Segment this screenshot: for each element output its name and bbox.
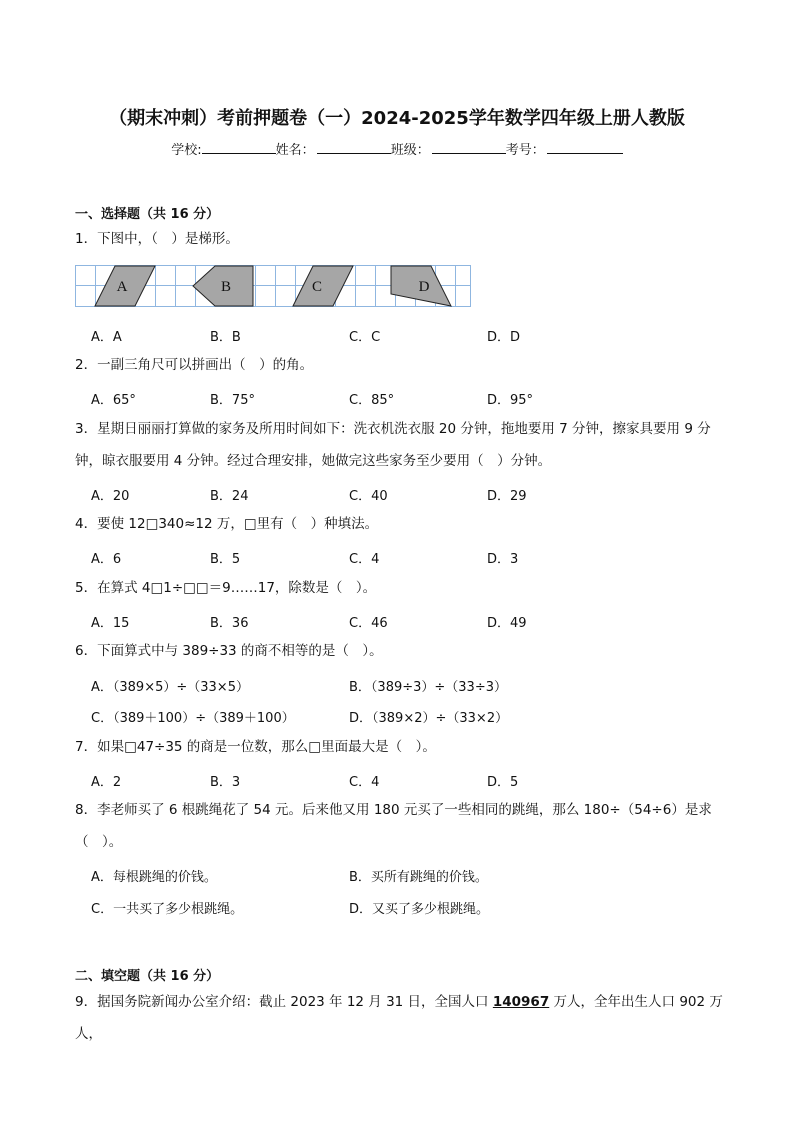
section-fill-heading: 二、填空题（共 16 分）	[75, 969, 220, 984]
question-text: 下面算式中与 389÷33 的商不相等的是（ ）。	[97, 643, 383, 659]
option-a[interactable]: A．（389×5）÷（33×5）	[91, 680, 249, 695]
question-text-line1: 星期日丽丽打算做的家务及所用时间如下：洗衣机洗衣服 20 分钟，拖地要用 7 分钟，擦家具要用 9 分	[97, 421, 711, 437]
page-title: （期末冲刺）考前押题卷（一）2024-2025学年数学四年级上册人教版	[109, 108, 685, 129]
question-text-post: 万人，全年出生人口 902 万人，	[75, 994, 723, 1042]
option-c[interactable]: C．（389＋100）÷（389＋100）	[91, 711, 295, 726]
option-b[interactable]: B．B	[210, 330, 241, 345]
question-number: 9．	[75, 994, 98, 1010]
option-d[interactable]: D．29	[487, 489, 527, 504]
question-text: 下图中，（ ）是梯形。	[97, 231, 239, 247]
question-text: 如果□47÷35 的商是一位数，那么□里面最大是（ ）。	[97, 739, 436, 755]
option-d[interactable]: D．5	[487, 775, 519, 790]
question-6	[75, 635, 725, 667]
question-text-line1: 李老师买了 6 根跳绳花了 54 元。后来他又用 180 元买了一些相同的跳绳，那么 180÷（54÷6）是求	[97, 802, 712, 818]
option-a[interactable]: A．15	[91, 616, 130, 631]
option-c[interactable]: C．85°	[349, 393, 395, 408]
option-a[interactable]: A．A	[91, 330, 122, 345]
option-d[interactable]: D．又买了多少根跳绳。	[349, 902, 490, 917]
option-b[interactable]: B．5	[210, 552, 241, 567]
label-d: D	[418, 279, 430, 295]
question-number: 8．	[75, 802, 98, 818]
class-field[interactable]	[432, 141, 506, 154]
option-b[interactable]: B．24	[210, 489, 249, 504]
question-1	[75, 223, 725, 255]
option-d[interactable]: D．（389×2）÷（33×2）	[349, 711, 509, 726]
option-c[interactable]: C．4	[349, 775, 380, 790]
option-a[interactable]: A．65°	[91, 393, 136, 408]
question-number: 7．	[75, 739, 98, 755]
option-c[interactable]: C．46	[349, 616, 388, 631]
question-text-pre: 据国务院新闻办公室介绍：截止 2023 年 12 月 31 日，全国人口	[97, 994, 493, 1010]
option-a[interactable]: A．每根跳绳的价钱。	[91, 870, 217, 885]
question-number: 2．	[75, 357, 98, 373]
question-number: 5．	[75, 580, 98, 596]
option-c[interactable]: C．一共买了多少根跳绳。	[91, 902, 244, 917]
option-a[interactable]: A．20	[91, 489, 130, 504]
option-a[interactable]: A．6	[91, 552, 122, 567]
trapezoid-figure	[75, 265, 471, 307]
question-text: 要使 12□340≈12 万，□里有（ ）种填法。	[97, 516, 379, 532]
option-d[interactable]: D．D	[487, 330, 521, 345]
school-label: 学校:	[171, 143, 202, 158]
section-choice-heading: 一、选择题（共 16 分）	[75, 207, 220, 222]
option-b[interactable]: B．75°	[210, 393, 255, 408]
question-text: 一副三角尺可以拼画出（ ）的角。	[97, 357, 314, 373]
name-label: 姓名：	[275, 143, 315, 158]
option-d[interactable]: D．95°	[487, 393, 534, 408]
question-4	[75, 508, 725, 540]
underlined-number: 140967	[492, 994, 550, 1010]
option-b[interactable]: B．36	[210, 616, 249, 631]
question-7	[75, 731, 725, 763]
label-b: B	[220, 279, 232, 295]
question-8	[75, 794, 725, 858]
option-b[interactable]: B．（389÷3）÷（33÷3）	[349, 680, 507, 695]
question-text-line2: （ ）。	[75, 834, 123, 850]
question-text-line2: 钟，晾衣服要用 4 分钟。经过合理安排，她做完这些家务至少要用（ ）分钟。	[75, 453, 552, 469]
option-c[interactable]: C．4	[349, 552, 380, 567]
option-a[interactable]: A．2	[91, 775, 122, 790]
question-number: 6．	[75, 643, 98, 659]
option-c[interactable]: C．40	[349, 489, 388, 504]
student-info-line	[0, 139, 794, 158]
option-d[interactable]: D．3	[487, 552, 519, 567]
name-field[interactable]	[317, 141, 391, 154]
question-2	[75, 349, 725, 381]
question-text: 在算式 4□1÷□□＝9……17，除数是（ ）。	[97, 580, 377, 596]
number-label: 考号：	[505, 143, 545, 158]
school-field[interactable]	[202, 141, 276, 154]
number-field[interactable]	[547, 141, 623, 154]
question-number: 1．	[75, 231, 98, 247]
label-a: A	[116, 279, 128, 295]
question-9	[75, 986, 735, 1050]
option-b[interactable]: B．3	[210, 775, 241, 790]
question-5	[75, 572, 725, 604]
option-c[interactable]: C．C	[349, 330, 381, 345]
option-b[interactable]: B．买所有跳绳的价钱。	[349, 870, 488, 885]
label-c: C	[311, 279, 323, 295]
question-number: 4．	[75, 516, 98, 532]
option-d[interactable]: D．49	[487, 616, 527, 631]
question-3	[75, 413, 725, 477]
class-label: 班级：	[390, 143, 430, 158]
question-number: 3．	[75, 421, 98, 437]
